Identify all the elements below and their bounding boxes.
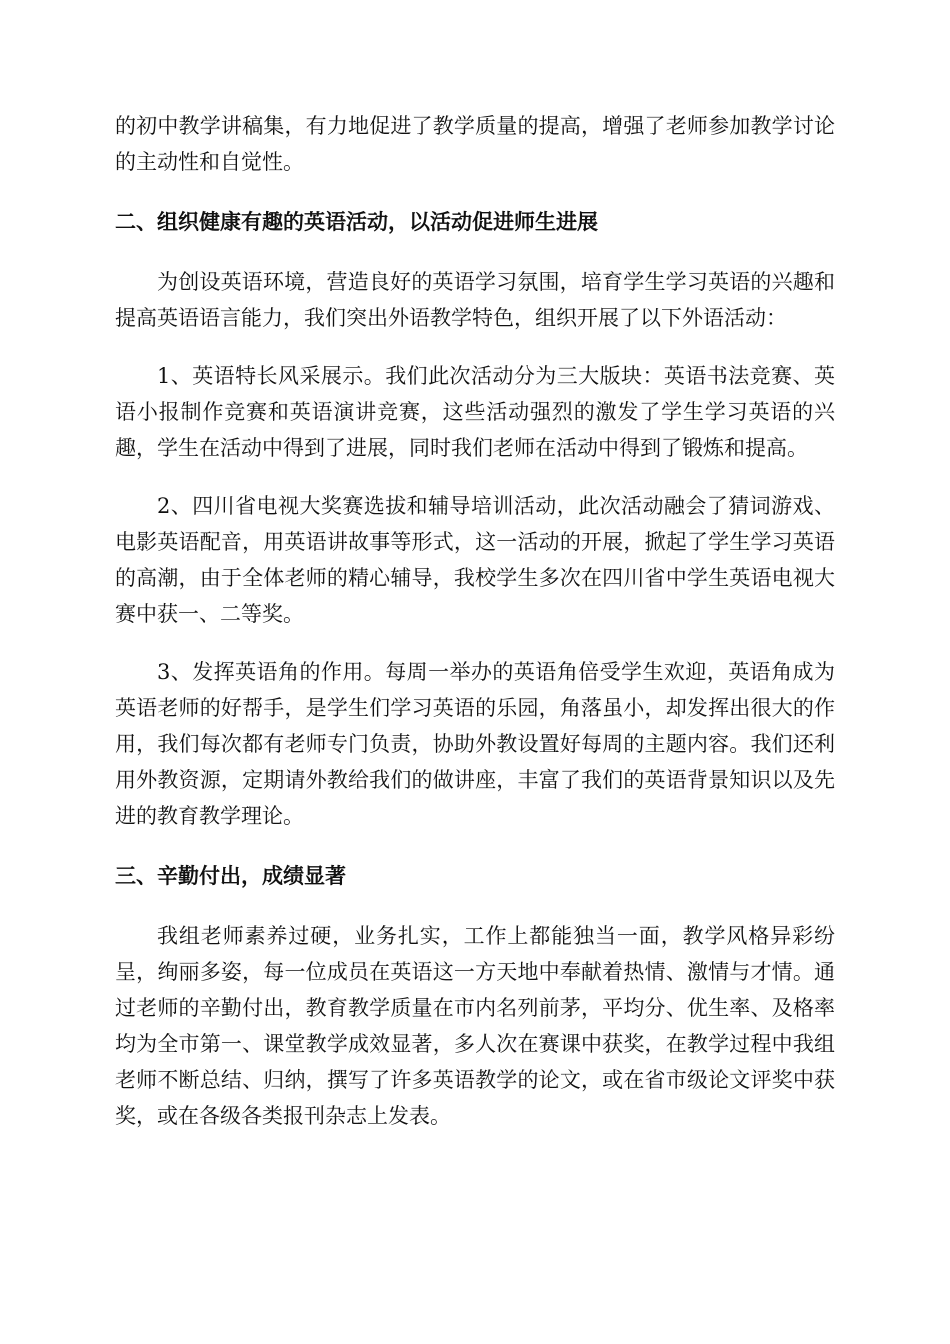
section-2-item-1: 1、英语特长风采展示。我们此次活动分为三大版块：英语书法竞赛、英语小报制作竞赛和英语演讲竞赛，这些活动强烈的激发了学生学习英语的兴趣，学生在活动中得到了进展，同时我们老师在活动中得到了锻炼和提高。 — [115, 364, 835, 460]
section-3-heading: 三、辛勤付出，成绩显著 — [115, 864, 346, 888]
section-2-intro: 为创设英语环境，营造良好的英语学习氛围，培育学生学习英语的兴趣和提高英语语言能力，我们突出外语教学特色，组织开展了以下外语活动： — [115, 270, 835, 330]
section-2-item-2: 2、四川省电视大奖赛选拔和辅导培训活动，此次活动融会了猜词游戏、电影英语配音，用英语讲故事等形式，这一活动的开展，掀起了学生学习英语的高潮，由于全体老师的精心辅导，我校学生多次在四川省中学生英语电视大赛中获一、二等奖。 — [115, 494, 835, 626]
continuation-paragraph: 的初中教学讲稿集，有力地促进了教学质量的提高，增强了老师参加教学讨论的主动性和自觉性。 — [115, 114, 835, 174]
section-2-heading: 二、组织健康有趣的英语活动，以活动促进师生进展 — [115, 210, 598, 234]
section-3-body: 我组老师素养过硬，业务扎实，工作上都能独当一面，教学风格异彩纷呈，绚丽多姿，每一位成员在英语这一方天地中奉献着热情、激情与才情。通过老师的辛勤付出，教育教学质量在市内名列前茅，平均分、优生率、及格率均为全市第一、课堂教学成效显著，多人次在赛课中获奖，在教学过程中我组老师不断总结、归纳，撰写了许多英语教学的论文，或在省市级论文评奖中获奖，或在各级各类报刊杂志上发表。 — [115, 924, 835, 1128]
section-2-item-3: 3、发挥英语角的作用。每周一举办的英语角倍受学生欢迎，英语角成为英语老师的好帮手，是学生们学习英语的乐园，角落虽小，却发挥出很大的作用，我们每次都有老师专门负责，协助外教设置好每周的主题内容。我们还利用外教资源，定期请外教给我们的做讲座，丰富了我们的英语背景知识以及先进的教育教学理论。 — [115, 660, 835, 828]
document-page — [115, 108, 835, 1134]
